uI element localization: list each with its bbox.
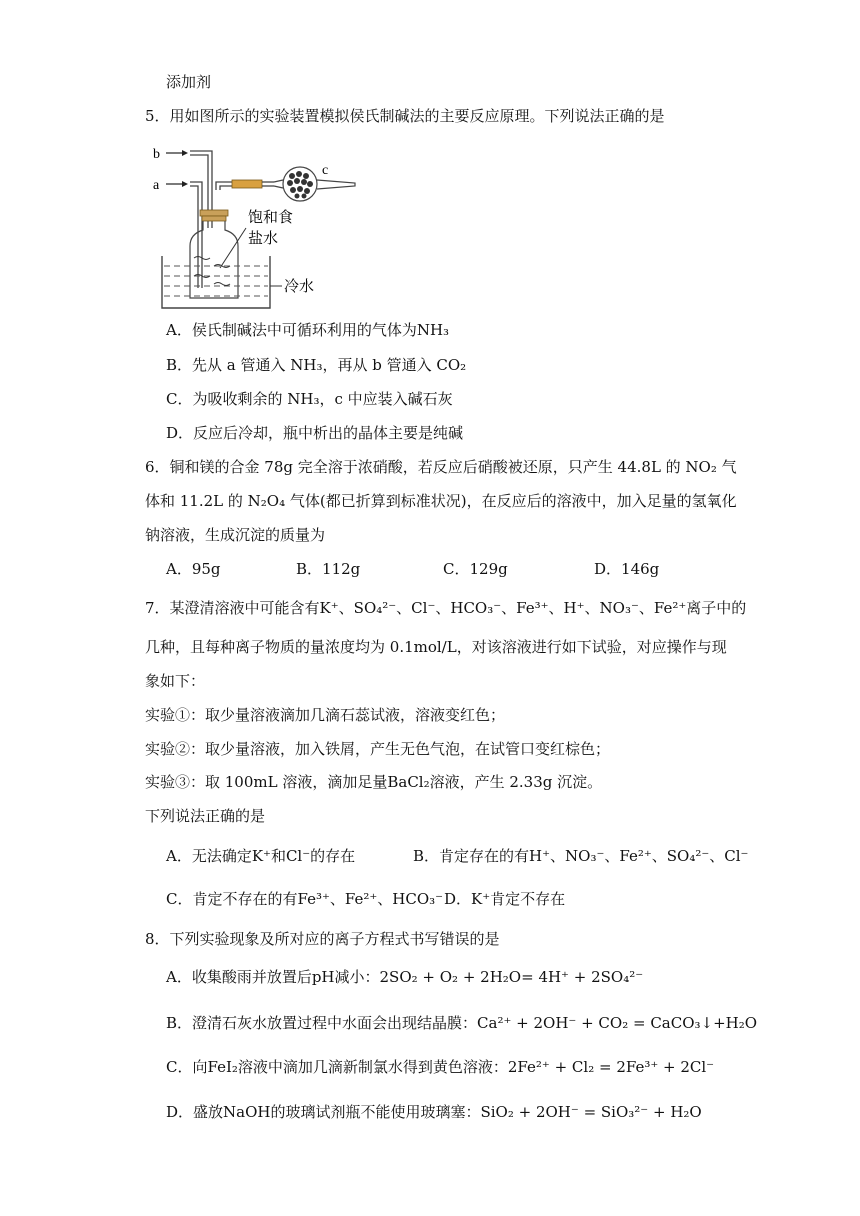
q7-option-d: D．K⁺肯定不存在 <box>444 890 566 908</box>
q7-experiment-1: 实验①：取少量溶液滴加几滴石蕊试液，溶液变红色； <box>145 706 506 724</box>
q7-experiment-2: 实验②：取少量溶液，加入铁屑，产生无色气泡，在试管口变红棕色； <box>145 740 611 758</box>
q7-experiment-3: 实验③：取 100mL 溶液，滴加足量BaCl₂溶液，产生 2.33g 沉淀。 <box>145 773 603 791</box>
header-fragment: 添加剂 <box>166 73 212 91</box>
q6-option-b: B．112g <box>296 560 361 578</box>
q6-option-c: C．129g <box>443 560 508 578</box>
q8-option-a: A．收集酸雨并放置后pH减小：2SO₂ + O₂ + 2H₂O= 4H⁺ + 2SO₄²⁻ <box>166 968 644 986</box>
q5-option-b: B．先从 a 管通入 NH₃，再从 b 管通入 CO₂ <box>166 356 467 374</box>
q5-option-c: C．为吸收剩余的 NH₃，c 中应装入碱石灰 <box>166 390 453 408</box>
q7-stem-line2: 几种，且每种离子物质的量浓度均为 0.1mol/L，对该溶液进行如下试验，对应操作与现 <box>145 638 727 656</box>
q6-stem-line1: 6．铜和镁的合金 78g 完全溶于浓硝酸，若反应后硝酸被还原，只产生 44.8L 的 NO₂ 气 <box>145 458 737 476</box>
q7-stem-line3: 象如下： <box>145 672 206 690</box>
q8-stem: 8．下列实验现象及所对应的离子方程式书写错误的是 <box>145 930 500 948</box>
q5-option-a: A．侯氏制碱法中可循环利用的气体为NH₃ <box>166 321 450 339</box>
q7-option-a: A．无法确定K⁺和Cl⁻的存在 <box>166 847 356 865</box>
apparatus-diagram <box>150 138 380 318</box>
q7-option-c: C．肯定不存在的有Fe³⁺、Fe²⁺、HCO₃⁻ <box>166 890 444 908</box>
q6-stem-line2: 体和 11.2L 的 N₂O₄ 气体(都已折算到标准状况)，在反应后的溶液中，加入足量的氢氧化 <box>145 492 737 510</box>
label-cold-water: 冷水 <box>284 277 315 295</box>
label-a: a <box>153 178 160 193</box>
q7-option-b: B．肯定存在的有H⁺、NO₃⁻、Fe²⁺、SO₄²⁻、Cl⁻ <box>413 847 749 865</box>
q6-option-a: A．95g <box>166 560 221 578</box>
q5-stem: 5．用如图所示的实验装置模拟侯氏制碱法的主要反应原理。下列说法正确的是 <box>145 107 665 125</box>
q7-stem-line1: 7．某澄清溶液中可能含有K⁺、SO₄²⁻、Cl⁻、HCO₃⁻、Fe³⁺、H⁺、NO₃⁻、Fe²⁺离子中的 <box>145 599 747 617</box>
q8-option-d: D．盛放NaOH的玻璃试剂瓶不能使用玻璃塞：SiO₂ + 2OH⁻ = SiO₃²⁻ + H₂O <box>166 1103 702 1121</box>
q5-option-d: D．反应后冷却，瓶中析出的晶体主要是纯碱 <box>166 424 464 442</box>
q6-option-d: D．146g <box>594 560 660 578</box>
label-brine-2: 盐水 <box>248 229 279 247</box>
q8-option-c: C．向FeI₂溶液中滴加几滴新制氯水得到黄色溶液：2Fe²⁺ + Cl₂ = 2Fe³⁺ + 2Cl⁻ <box>166 1058 715 1076</box>
q7-prompt: 下列说法正确的是 <box>145 807 266 825</box>
label-c: c <box>322 163 329 178</box>
q8-option-b: B．澄清石灰水放置过程中水面会出现结晶膜：Ca²⁺ + 2OH⁻ + CO₂ = CaCO₃↓+H₂O <box>166 1014 758 1032</box>
label-b: b <box>153 147 160 162</box>
q6-stem-line3: 钠溶液，生成沉淀的质量为 <box>145 526 326 544</box>
label-brine-1: 饱和食 <box>248 208 294 226</box>
